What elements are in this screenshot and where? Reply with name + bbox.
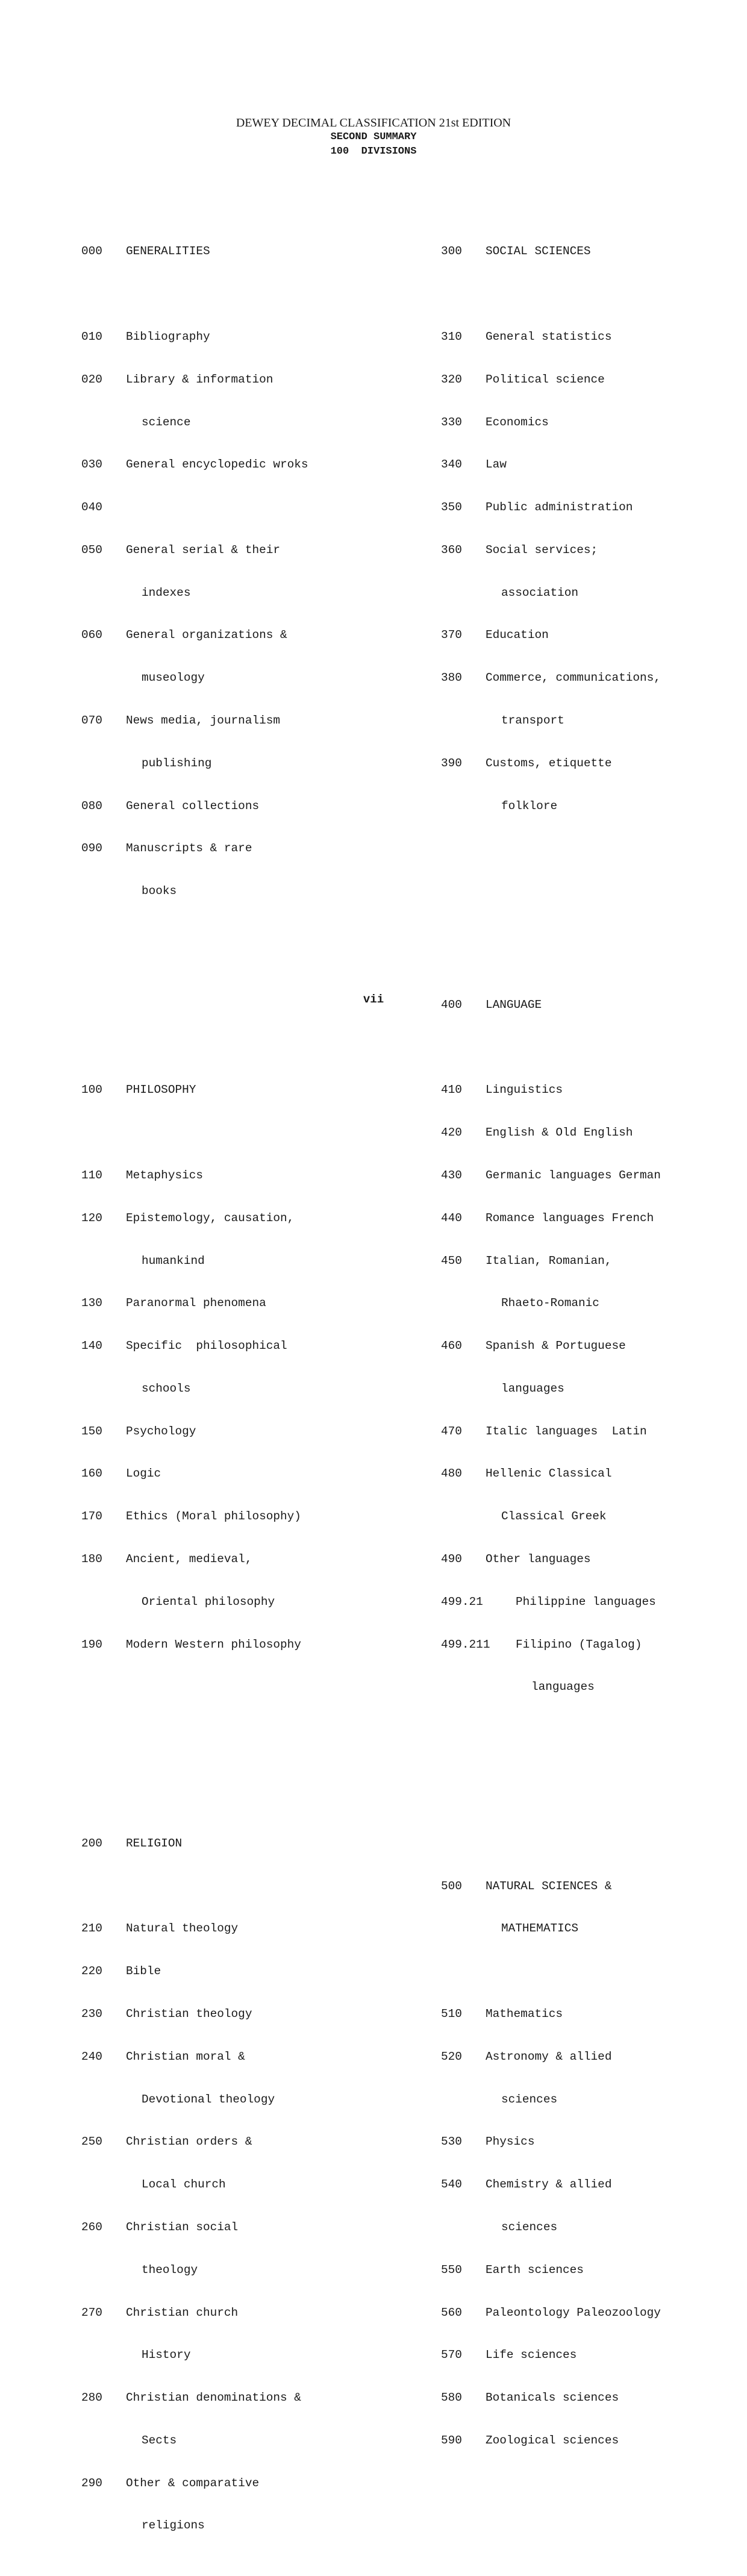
list-item (441, 671, 661, 686)
class-label-continuation: association (501, 586, 578, 599)
class-label: Philippine languages (516, 1595, 656, 1608)
group-heading (81, 1837, 308, 1851)
class-label: Christian denominations & (126, 2391, 301, 2405)
class-label-continuation: transport (501, 713, 564, 727)
class-code: 150 (81, 1424, 102, 1438)
list-item (441, 2050, 661, 2065)
group-200 (81, 1809, 308, 2562)
class-code: 020 (81, 372, 102, 386)
class-label: LANGUAGE (486, 998, 542, 1011)
list-item (441, 1467, 661, 1481)
list-item (441, 628, 661, 643)
class-code: 220 (81, 1965, 102, 1978)
class-label: Bibliography (126, 330, 210, 343)
class-label: General organizations & (126, 628, 287, 642)
class-label: Germanic languages German (486, 1168, 661, 1182)
class-label: Paranormal phenomena (126, 1296, 266, 1310)
class-code: 400 (441, 998, 462, 1011)
class-label: English & Old English (486, 1126, 633, 1140)
class-label-continuation: Rhaeto-Romanic (501, 1296, 599, 1310)
class-label: Political science (486, 372, 605, 386)
class-label: Public administration (486, 501, 633, 514)
class-label: Social services; (486, 543, 598, 557)
class-label: Christian social (126, 2220, 239, 2234)
class-code: 050 (81, 543, 102, 557)
list-item (81, 2007, 308, 2022)
class-code: 010 (81, 330, 102, 343)
class-code: 100 (81, 1083, 102, 1097)
list-item (81, 2477, 308, 2491)
class-code: 060 (81, 628, 102, 642)
list-item (441, 2135, 661, 2149)
class-code: 290 (81, 2476, 102, 2490)
class-label: Bible (126, 1965, 161, 1978)
class-label: Other languages (486, 1552, 591, 1566)
class-label: NATURAL SCIENCES & (486, 1879, 612, 1893)
list-item (81, 1552, 308, 1567)
group-heading (441, 245, 661, 259)
class-label: Romance languages French (486, 1211, 654, 1225)
page-subtitle: SECOND SUMMARY (330, 131, 417, 143)
list-item (441, 2178, 661, 2192)
class-code: 450 (441, 1254, 462, 1268)
class-code: 300 (441, 245, 462, 258)
list-item (81, 458, 308, 472)
class-label: Hellenic Classical (486, 1467, 612, 1481)
class-label: Paleontology Paleozoology (486, 2306, 661, 2319)
class-code: 200 (81, 1836, 102, 1850)
group-300 (441, 216, 661, 842)
class-code: 420 (441, 1126, 462, 1140)
class-code: 120 (81, 1211, 102, 1225)
page-subtitle-divisions: 100 DIVISIONS (330, 146, 417, 157)
class-code: 130 (81, 1296, 102, 1310)
class-code: 500 (441, 1879, 462, 1893)
class-label-continuation: History (142, 2348, 191, 2362)
class-label: General encyclopedic wroks (126, 458, 308, 472)
class-code: 070 (81, 713, 102, 727)
class-label: Natural theology (126, 1922, 239, 1936)
class-label-continuation: Devotional theology (142, 2092, 275, 2106)
list-item (81, 1296, 308, 1311)
list-item (441, 1339, 661, 1354)
class-label-continuation: folklore (501, 799, 558, 813)
group-heading (81, 1083, 308, 1098)
group-000 (81, 216, 308, 927)
class-label: General serial & their (126, 543, 280, 557)
class-code: 530 (441, 2135, 462, 2149)
class-code: 499.211 (441, 1637, 490, 1651)
class-code: 590 (441, 2433, 462, 2447)
class-label: Astronomy & allied (486, 2049, 612, 2063)
class-label: Commerce, communications, (486, 671, 661, 685)
list-item (81, 1169, 308, 1183)
list-item (81, 2135, 308, 2149)
list-item (81, 1965, 308, 1979)
class-code: 170 (81, 1510, 102, 1524)
class-label: Metaphysics (126, 1168, 203, 1182)
list-item (81, 1425, 308, 1439)
list-item (81, 1211, 308, 1226)
list-item (81, 2050, 308, 2065)
class-label: Ethics (Moral philosophy) (126, 1510, 301, 1524)
list-item (81, 1922, 308, 1936)
class-label: Physics (486, 2135, 535, 2149)
class-code: 550 (441, 2263, 462, 2277)
list-item (441, 2263, 661, 2278)
class-label-continuation: theology (142, 2263, 198, 2277)
class-code: 480 (441, 1467, 462, 1481)
list-item (441, 757, 661, 771)
class-label: Spanish & Portuguese (486, 1339, 626, 1353)
class-code: 140 (81, 1339, 102, 1353)
class-code: 510 (441, 2007, 462, 2021)
list-item (81, 799, 308, 814)
class-code: 470 (441, 1424, 462, 1438)
class-code: 240 (81, 2049, 102, 2063)
list-item (81, 1467, 308, 1481)
class-label: Christian orders & (126, 2135, 252, 2149)
list-item (81, 1638, 308, 1652)
list-item (81, 628, 308, 643)
class-label: Mathematics (486, 2007, 563, 2021)
class-label: Italic languages Latin (486, 1424, 647, 1438)
class-code: 080 (81, 799, 102, 813)
class-code: 370 (441, 628, 462, 642)
class-label: Earth sciences (486, 2263, 584, 2277)
class-code: 280 (81, 2391, 102, 2405)
list-item (441, 501, 661, 515)
class-label-continuation: indexes (142, 586, 191, 599)
class-code: 540 (441, 2178, 462, 2192)
group-heading (81, 245, 308, 259)
class-label: Ancient, medieval, (126, 1552, 252, 1566)
list-item (81, 1339, 308, 1354)
class-label: Christian theology (126, 2007, 252, 2021)
class-label-continuation: languages (531, 1680, 595, 1694)
class-label: RELIGION (126, 1836, 183, 1850)
class-label: Law (486, 458, 507, 472)
class-label: Manuscripts & rare (126, 842, 252, 855)
class-code: 000 (81, 245, 102, 258)
list-item (81, 2306, 308, 2321)
class-code: 460 (441, 1339, 462, 1353)
class-label-continuation: schools (142, 1381, 191, 1395)
list-item (441, 1126, 661, 1140)
page-number: vii (363, 993, 384, 1006)
class-label-continuation: MATHEMATICS (501, 1922, 578, 1936)
class-code: 390 (441, 756, 462, 770)
class-code: 250 (81, 2135, 102, 2149)
list-item (81, 1510, 308, 1524)
class-label-continuation: Classical Greek (501, 1510, 607, 1524)
class-label: Epistemology, causation, (126, 1211, 295, 1225)
list-item (81, 2221, 308, 2235)
class-label: Education (486, 628, 549, 642)
class-code: 380 (441, 671, 462, 685)
class-label-continuation: Sects (142, 2433, 177, 2447)
class-label: Other & comparative (126, 2476, 260, 2490)
class-code: 160 (81, 1467, 102, 1481)
class-label: SOCIAL SCIENCES (486, 245, 591, 258)
class-label-continuation: museology (142, 671, 205, 685)
class-label-continuation: religions (142, 2519, 205, 2533)
list-item (441, 1425, 661, 1439)
class-label: General collections (126, 799, 260, 813)
list-item (441, 458, 661, 472)
class-label: Botanicals sciences (486, 2391, 619, 2405)
class-label: Christian church (126, 2306, 239, 2319)
group-heading (441, 1880, 661, 1894)
list-item (441, 1552, 661, 1567)
list-item (81, 373, 308, 387)
class-label: Customs, etiquette (486, 756, 612, 770)
class-label-continuation: Oriental philosophy (142, 1595, 275, 1608)
list-item (441, 2348, 661, 2363)
class-code: 430 (441, 1168, 462, 1182)
class-label: GENERALITIES (126, 245, 210, 258)
class-label: Christian moral & (126, 2049, 245, 2063)
class-code: 310 (441, 330, 462, 343)
class-code: 520 (441, 2049, 462, 2063)
list-item (81, 2391, 308, 2406)
class-code: 440 (441, 1211, 462, 1225)
list-item (441, 1169, 661, 1183)
class-code: 040 (81, 501, 102, 514)
left-column (81, 188, 308, 2576)
class-label: Italian, Romanian, (486, 1254, 612, 1268)
class-code: 190 (81, 1637, 102, 1651)
class-label-continuation: publishing (142, 756, 212, 770)
class-label: Economics (486, 415, 549, 429)
class-code: 499.21 (441, 1595, 483, 1608)
class-code: 230 (81, 2007, 102, 2021)
class-label-continuation: Local church (142, 2178, 226, 2192)
list-item (81, 714, 308, 728)
class-code: 210 (81, 1922, 102, 1936)
group-100 (81, 1055, 308, 1680)
class-code: 090 (81, 842, 102, 855)
class-code: 560 (441, 2306, 462, 2319)
class-code: 180 (81, 1552, 102, 1566)
list-item (441, 1254, 661, 1269)
list-item (441, 330, 661, 345)
class-label: Psychology (126, 1424, 196, 1438)
right-column (441, 188, 661, 2490)
class-code: 320 (441, 372, 462, 386)
class-label: News media, journalism (126, 713, 280, 727)
class-code: 580 (441, 2391, 462, 2405)
class-label: Zoological sciences (486, 2433, 619, 2447)
class-label-continuation: science (142, 415, 191, 429)
list-item (441, 1083, 661, 1098)
class-label-continuation: languages (501, 1381, 564, 1395)
list-item (81, 842, 308, 856)
list-item (441, 543, 661, 558)
class-label: Filipino (Tagalog) (516, 1637, 642, 1651)
class-label: Logic (126, 1467, 161, 1481)
list-item (441, 2391, 661, 2406)
list-item (441, 1211, 661, 1226)
class-label: Specific philosophical (126, 1339, 287, 1353)
class-label-continuation: sciences (501, 2092, 558, 2106)
list-item (81, 501, 308, 515)
class-label: PHILOSOPHY (126, 1083, 196, 1097)
page-title: DEWEY DECIMAL CLASSIFICATION 21st EDITION (236, 116, 511, 130)
list-item (441, 2007, 661, 2022)
class-label: Chemistry & allied (486, 2178, 612, 2192)
class-code: 490 (441, 1552, 462, 1566)
list-item (81, 543, 308, 558)
class-code: 360 (441, 543, 462, 557)
group-400 (441, 970, 661, 1723)
class-label-continuation: books (142, 884, 177, 898)
class-code: 340 (441, 458, 462, 472)
class-label-continuation: humankind (142, 1254, 205, 1268)
class-label: Life sciences (486, 2348, 577, 2362)
list-item (441, 416, 661, 430)
class-code: 570 (441, 2348, 462, 2362)
class-code: 030 (81, 458, 102, 472)
list-item (441, 373, 661, 387)
class-code: 410 (441, 1083, 462, 1097)
class-label: General statistics (486, 330, 612, 343)
group-500 (441, 1851, 661, 2477)
class-code: 110 (81, 1168, 102, 1182)
class-label: Library & information (126, 372, 273, 386)
list-item (81, 330, 308, 345)
class-code: 270 (81, 2306, 102, 2319)
list-item (441, 2306, 661, 2321)
class-label: Modern Western philosophy (126, 1637, 301, 1651)
class-code: 350 (441, 501, 462, 514)
class-label: Linguistics (486, 1083, 563, 1097)
list-item (441, 1638, 661, 1652)
list-item (441, 2434, 661, 2448)
class-code: 260 (81, 2220, 102, 2234)
list-item (441, 1595, 661, 1610)
class-label-continuation: sciences (501, 2220, 558, 2234)
class-code: 330 (441, 415, 462, 429)
